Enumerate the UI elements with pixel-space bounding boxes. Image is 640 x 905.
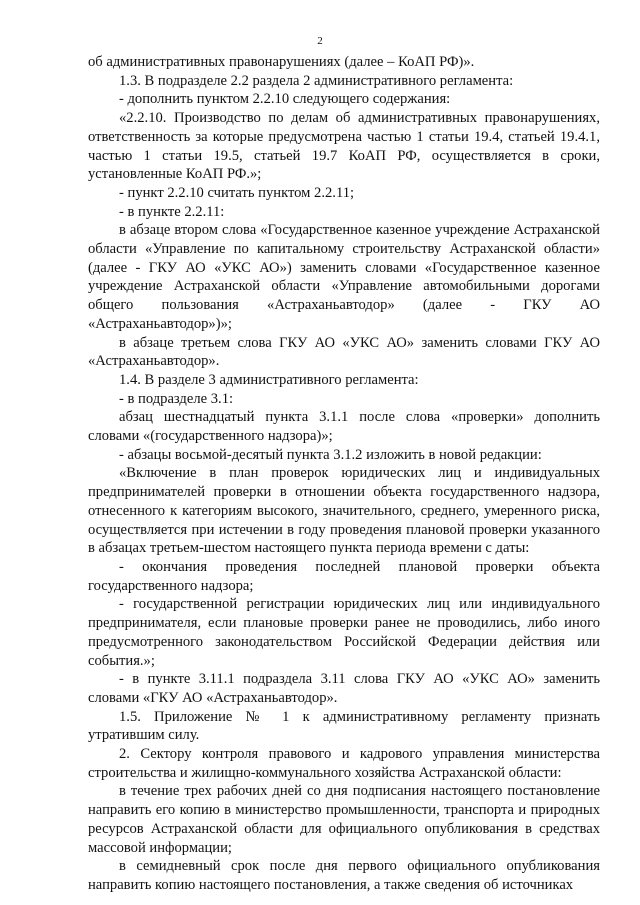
paragraph-add-2-2-10: - дополнить пунктом 2.2.10 следующего содержания: xyxy=(119,91,451,108)
document-body xyxy=(88,53,600,895)
paragraph-3-1-2: - абзацы восьмой-десятый пункта 3.1.2 изложить в новой редакции: xyxy=(119,446,542,463)
paragraph-seven-days: в семидневный срок после дня первого официального опубликования направить копию настоящего постановления, а также сведения об источниках xyxy=(88,858,600,893)
paragraph-1-3: 1.3. В подразделе 2.2 раздела 2 административного регламента: xyxy=(119,72,514,89)
paragraph-in-2-2-11: - в пункте 2.2.11: xyxy=(119,203,225,220)
paragraph-renumber: - пункт 2.2.10 считать пунктом 2.2.11; xyxy=(119,184,355,201)
paragraph-3-11-1: - в пункте 3.11.1 подраздела 3.11 слова ГКУ АО «УКС АО» заменить словами «ГКУ АО «Астраханьавтодор». xyxy=(88,671,600,706)
paragraph-2-2-10-text: «2.2.10. Производство по делам об административных правонарушениях, ответственность за которые предусмотрена частью 1 статьи 19.4, статьей 19.4.1, частью 1 статьи 19.5, статьей 19.7 КоАП РФ, осуществляется в сроки, установленные КоАП РФ.»; xyxy=(88,110,600,183)
paragraph-continuation: об административных правонарушениях (далее – КоАП РФ)». xyxy=(88,54,475,70)
paragraph-third-abzac: в абзаце третьем слова ГКУ АО «УКС АО» заменить словами ГКУ АО «Астраханьавтодор». xyxy=(88,334,600,370)
paragraph-registration: - государственной регистрации юридических лиц или индивидуального предпринимателя, если плановые проверки ранее не проводились, либо иного предусмотренного законодательством Российской Федерации действия или события.»; xyxy=(88,596,600,669)
paragraph-end-of-inspection: - окончания проведения последней плановой проверки объекта государственного надзора; xyxy=(88,558,600,594)
paragraph-three-days: в течение трех рабочих дней со дня подписания настоящего постановление направить его копию в министерство промышленности, транспорта и природных ресурсов Астраханской области для официального опубликования в средствах массовой информации; xyxy=(88,783,600,856)
page-number: 2 xyxy=(317,35,323,47)
paragraph-2: 2. Сектору контроля правового и кадрового управления министерства строительства и жилищно-коммунального хозяйства Астраханской области: xyxy=(88,746,600,781)
paragraph-inclusion: «Включение в план проверок юридических лиц и индивидуальных предпринимателей проверки в отношении объекта государственного надзора, отнесенного к категориям высокого, значительного, среднего, умеренного риска, осуществляется при истечении в году проведения плановой проверки указанного в абзацах третьем-шестом настоящего пункта периода времени с даты: xyxy=(88,465,600,557)
paragraph-3-1-1: абзац шестнадцатый пункта 3.1.1 после слова «проверки» дополнить словами «(государственного надзора)»; xyxy=(88,409,600,445)
paragraph-1-4: 1.4. В разделе 3 административного регламента: xyxy=(119,371,419,388)
paragraph-subsection-3-1: - в подразделе 3.1: xyxy=(119,390,234,407)
paragraph-second-abzac: в абзаце втором слова «Государственное казенное учреждение Астраханской области «Управление по капитальному строительству Астраханской области» (далее - ГКУ АО «УКС АО») заменить словами «Государственное казенное учреждение Астраханской области «Управление автомобильными дорогами общего пользования «Астраханьавтодор» (далее - ГКУ АО «Астраханьавтодор»)»; xyxy=(88,222,600,332)
paragraph-1-5: 1.5. Приложение № 1 к административному регламенту признать утратившим силу. xyxy=(88,708,600,744)
